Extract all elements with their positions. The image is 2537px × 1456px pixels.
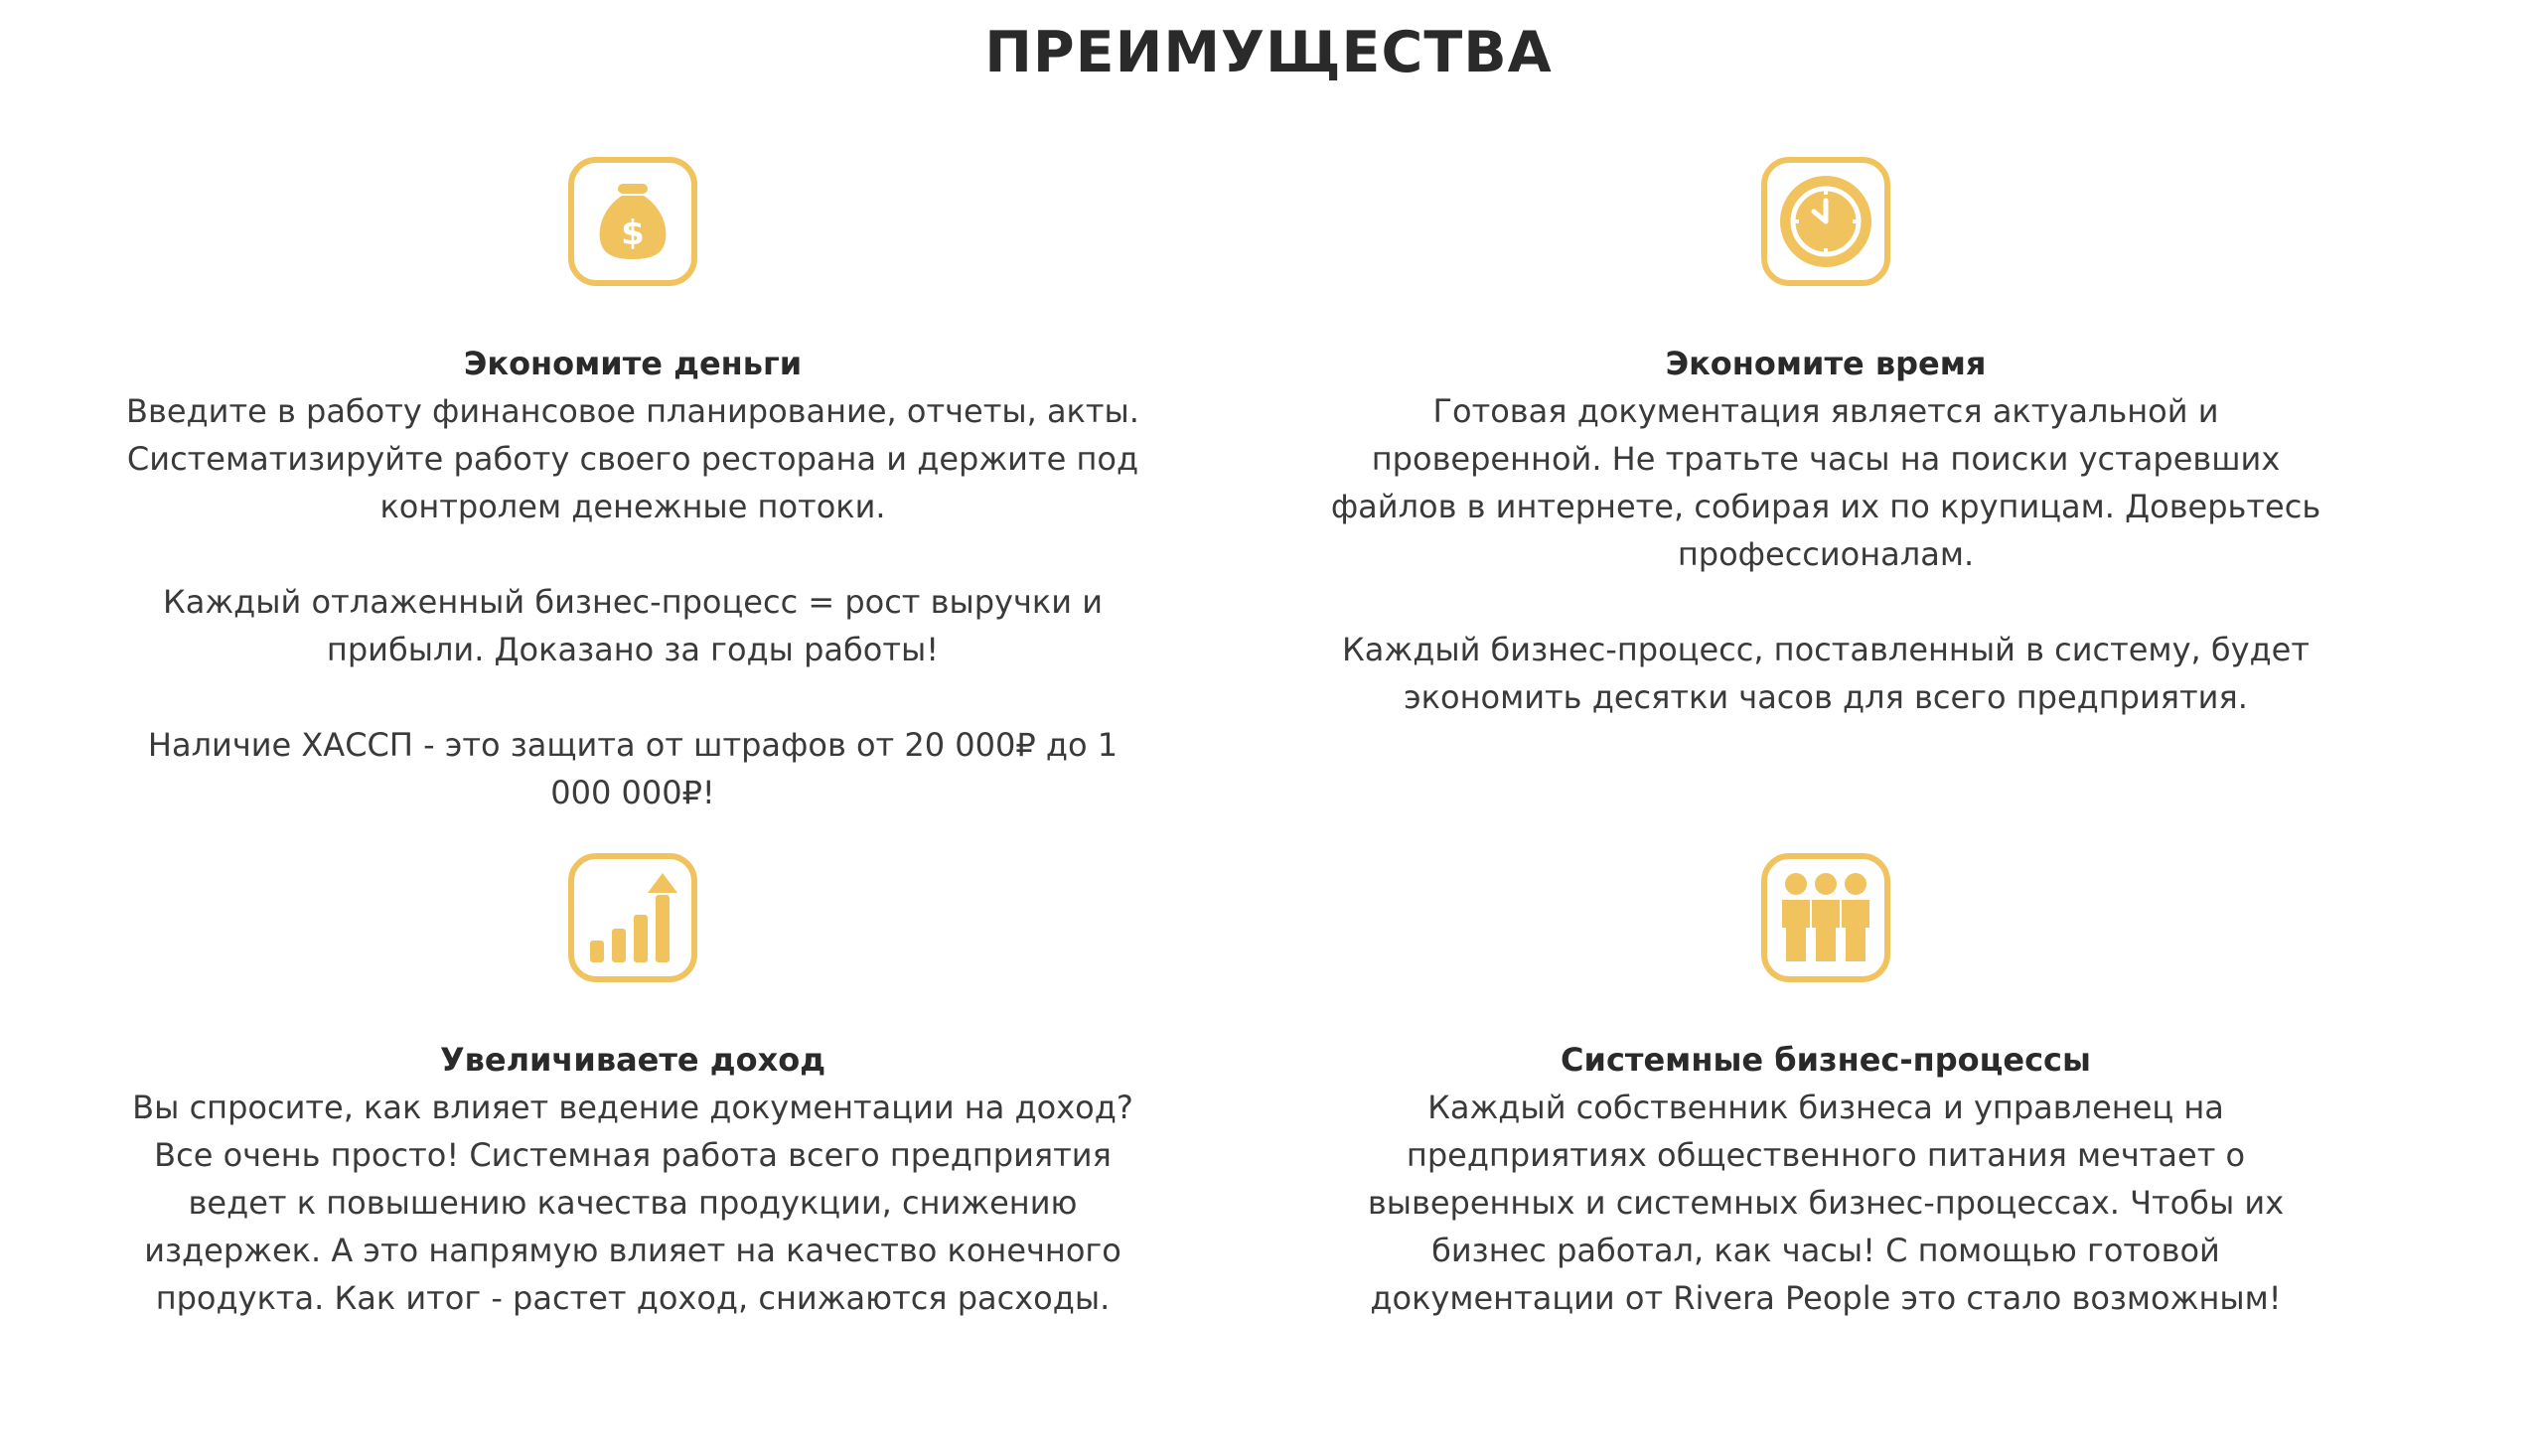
advantage-card-save-money — [121, 157, 1144, 816]
card-text — [121, 1084, 1144, 1322]
advantage-card-increase-income — [121, 853, 1144, 1322]
card-paragraph: Вы спросите, как влияет ведение документации на доход? Все очень просто! Системная работа всего предприятия ведет к повышению качества продукции, снижению издержек. А это напрямую влияет на качество конечного продукта. Как итог - растет доход, снижаются расходы. — [132, 1089, 1133, 1317]
svg-text:$: $ — [621, 214, 645, 253]
card-text — [1314, 1084, 2337, 1322]
advantage-card-save-time — [1314, 157, 2337, 721]
section-title: ПРЕИМУЩЕСТВА — [984, 20, 1553, 85]
card-paragraph: Введите в работу финансовое планирование, отчеты, акты. Систематизируйте работу своего ресторана и держите под контролем денежные потоки. — [126, 392, 1139, 525]
card-paragraph: Каждый бизнес-процесс, поставленный в систему, будет экономить десятки часов для всего предприятия. — [1342, 631, 2310, 716]
card-paragraph: Готовая документация является актуальной и проверенной. Не тратьте часы на поиски устаревших файлов в интернете, собирая их по крупицам. Доверьтесь профессионалам. — [1330, 392, 2321, 573]
card-text — [1314, 387, 2337, 721]
card-paragraph: Каждый собственник бизнеса и управленец на предприятиях общественного питания мечтает о выверенных и системных бизнес-процессах. Чтобы их бизнес работал, как часы! С помощью готовой документации от Rivera People это стало возможным! — [1367, 1089, 2285, 1317]
money-bag-icon — [568, 157, 697, 286]
card-text — [121, 387, 1144, 816]
card-title: Системные бизнес-процессы — [1561, 1041, 2091, 1079]
card-title: Экономите деньги — [463, 345, 803, 382]
card-title: Увеличиваете доход — [439, 1041, 826, 1079]
growth-chart-icon — [568, 853, 697, 982]
card-paragraph: Наличие ХАССП - это защита от штрафов от 20 000₽ до 1 000 000₽! — [147, 726, 1119, 811]
team-icon — [1761, 853, 1890, 982]
card-title: Экономите время — [1665, 345, 1987, 382]
advantage-card-business-processes — [1314, 853, 2337, 1322]
card-paragraph: Каждый отлаженный бизнес-процесс = рост выручки и прибыли. Доказано за годы работы! — [163, 583, 1103, 668]
clock-icon — [1761, 157, 1890, 286]
